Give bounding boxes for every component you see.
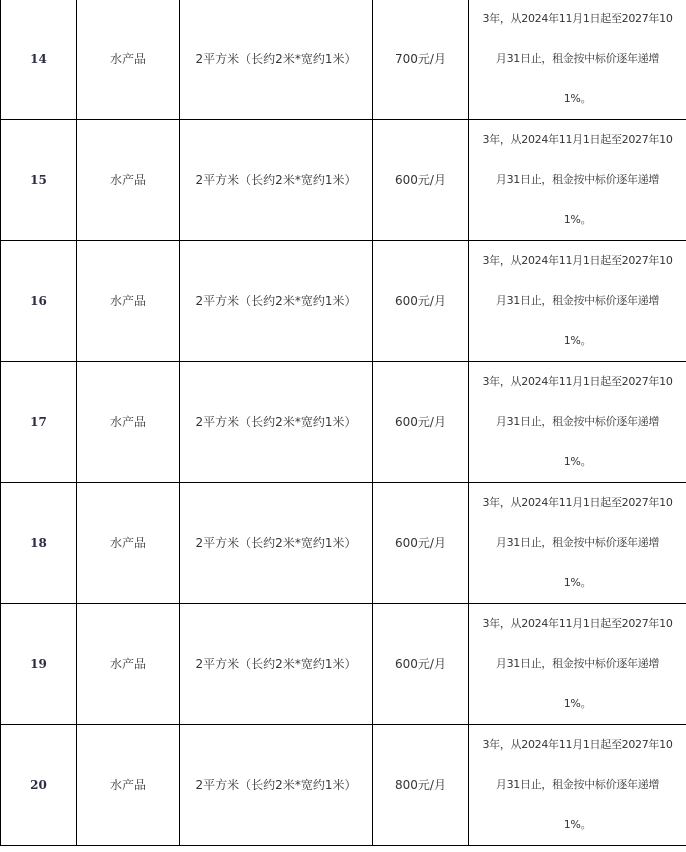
table-row xyxy=(1,241,686,362)
category-cell: 水产品 xyxy=(77,241,180,362)
lease-term-line: 1%。 xyxy=(563,334,592,347)
category-cell: 水产品 xyxy=(77,725,180,846)
stall-number-cell: 16 xyxy=(1,241,77,362)
area-cell: 2平方米（长约2米*宽约1米） xyxy=(180,362,373,483)
lease-term-line: 1%。 xyxy=(563,455,592,468)
lease-term-line: 3年，从2024年11月1日起至2027年10 xyxy=(482,133,673,146)
category-cell: 水产品 xyxy=(77,0,180,120)
lease-term-line: 月31日止，租金按中标价逐年递增 xyxy=(495,778,660,791)
lease-term-line: 3年，从2024年11月1日起至2027年10 xyxy=(482,12,673,25)
lease-term-cell xyxy=(469,483,686,604)
lease-term-line: 月31日止，租金按中标价逐年递增 xyxy=(495,415,660,428)
stall-number-cell: 20 xyxy=(1,725,77,846)
lease-term-line: 月31日止，租金按中标价逐年递增 xyxy=(495,657,660,670)
lease-term-line: 1%。 xyxy=(563,818,592,831)
stall-lease-table-body xyxy=(1,0,686,846)
table-row xyxy=(1,725,686,846)
rent-cell: 600元/月 xyxy=(373,604,469,725)
rent-cell: 800元/月 xyxy=(373,725,469,846)
lease-term-cell xyxy=(469,725,686,846)
lease-term-line: 月31日止，租金按中标价逐年递增 xyxy=(495,52,660,65)
stall-number-cell: 15 xyxy=(1,120,77,241)
lease-term-line: 3年，从2024年11月1日起至2027年10 xyxy=(482,254,673,267)
table-row xyxy=(1,120,686,241)
category-cell: 水产品 xyxy=(77,362,180,483)
lease-term-line: 1%。 xyxy=(563,213,592,226)
lease-term-line: 3年，从2024年11月1日起至2027年10 xyxy=(482,617,673,630)
lease-term-line: 月31日止，租金按中标价逐年递增 xyxy=(495,294,660,307)
stall-number-cell: 19 xyxy=(1,604,77,725)
stall-number-cell: 18 xyxy=(1,483,77,604)
lease-term-cell xyxy=(469,241,686,362)
lease-term-cell xyxy=(469,0,686,120)
lease-term-cell xyxy=(469,362,686,483)
table-row xyxy=(1,604,686,725)
lease-term-line: 1%。 xyxy=(563,576,592,589)
lease-term-line: 3年，从2024年11月1日起至2027年10 xyxy=(482,496,673,509)
rent-cell: 600元/月 xyxy=(373,362,469,483)
lease-term-line: 3年，从2024年11月1日起至2027年10 xyxy=(482,738,673,751)
area-cell: 2平方米（长约2米*宽约1米） xyxy=(180,604,373,725)
category-cell: 水产品 xyxy=(77,483,180,604)
table-row xyxy=(1,362,686,483)
area-cell: 2平方米（长约2米*宽约1米） xyxy=(180,483,373,604)
table-row xyxy=(1,0,686,120)
rent-cell: 600元/月 xyxy=(373,483,469,604)
area-cell: 2平方米（长约2米*宽约1米） xyxy=(180,120,373,241)
rent-cell: 700元/月 xyxy=(373,0,469,120)
area-cell: 2平方米（长约2米*宽约1米） xyxy=(180,725,373,846)
area-cell: 2平方米（长约2米*宽约1米） xyxy=(180,0,373,120)
lease-term-cell xyxy=(469,120,686,241)
lease-term-cell xyxy=(469,604,686,725)
lease-term-line: 月31日止，租金按中标价逐年递增 xyxy=(495,173,660,186)
lease-term-line: 1%。 xyxy=(563,92,592,105)
table-row xyxy=(1,483,686,604)
category-cell: 水产品 xyxy=(77,604,180,725)
rent-cell: 600元/月 xyxy=(373,120,469,241)
stall-number-cell: 17 xyxy=(1,362,77,483)
rent-cell: 600元/月 xyxy=(373,241,469,362)
area-cell: 2平方米（长约2米*宽约1米） xyxy=(180,241,373,362)
stall-number-cell: 14 xyxy=(1,0,77,120)
lease-term-line: 3年，从2024年11月1日起至2027年10 xyxy=(482,375,673,388)
lease-term-line: 月31日止，租金按中标价逐年递增 xyxy=(495,536,660,549)
category-cell: 水产品 xyxy=(77,120,180,241)
lease-term-line: 1%。 xyxy=(563,697,592,710)
